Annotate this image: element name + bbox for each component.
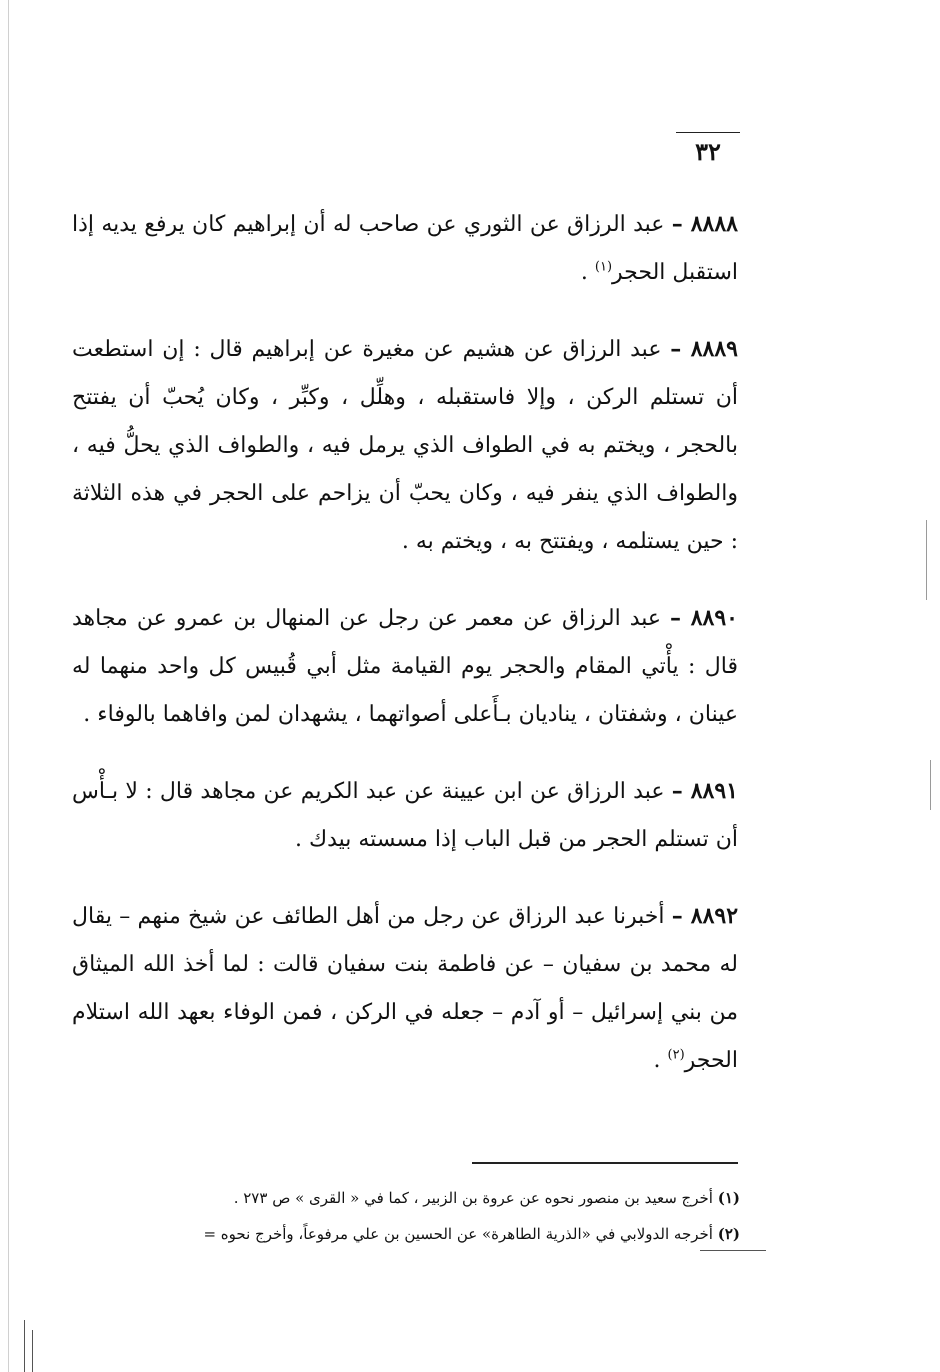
- hadith-number: ٨٨٩١ –: [671, 778, 738, 804]
- hadith-text: عبد الرزاق عن الثوري عن صاحب له أن إبراهيم كان يرفع يديه إذا استقبل الحجر: [72, 212, 738, 285]
- footnote: [60, 1216, 740, 1252]
- scan-edge-line: [926, 520, 927, 600]
- footnote-number: (١): [717, 1189, 740, 1207]
- scan-edge-line: [24, 1320, 25, 1372]
- footnote-reference[interactable]: (١): [594, 259, 613, 275]
- footnote-number: (٢): [717, 1225, 740, 1243]
- scan-edge-line: [8, 0, 9, 1372]
- hadith-paragraph: [72, 892, 738, 1085]
- hadith-paragraph: [72, 594, 738, 739]
- footnote-continuation-rule: [700, 1250, 766, 1251]
- footnote-text: أخرج سعيد بن منصور نحوه عن عروة بن الزبير ، كما في « القرى » ص ٢٧٣ .: [233, 1189, 718, 1207]
- main-text: [72, 200, 738, 1113]
- hadith-text-tail: .: [653, 1048, 668, 1073]
- hadith-paragraph: [72, 200, 738, 297]
- hadith-number: ٨٨٨٨ –: [671, 211, 738, 237]
- hadith-text: أخبرنا عبد الرزاق عن رجل من أهل الطائف عن شيخ منهم – يقال له محمد بن سفيان – عن فاطمة بنت سفيان قالت : لما أخذ الله الميثاق من بني إسرائيل – أو آدم – جعله في الركن ، فمن الوفاء بعهد الله استلام الحجر: [72, 904, 738, 1073]
- scan-edge-line: [930, 760, 931, 810]
- footnotes: [60, 1180, 740, 1252]
- hadith-paragraph: [72, 767, 738, 864]
- footnote-text: أخرجه الدولابي في «الذرية الطاهرة» عن الحسين بن علي مرفوعاً، وأخرج نحوه =: [203, 1225, 718, 1243]
- footnote-reference[interactable]: (٢): [667, 1047, 685, 1063]
- hadith-text: عبد الرزاق عن ابن عيينة عن عبد الكريم عن مجاهد قال : لا بـأْس أن تستلم الحجر من قبل الباب إذا مسسته بيدك .: [72, 779, 738, 852]
- hadith-number: ٨٨٩٢ –: [671, 903, 739, 929]
- hadith-text: عبد الرزاق عن هشيم عن مغيرة عن إبراهيم قال : إن استطعت أن تستلم الركن ، وإلا فاستقبله ، وهلِّل ، وكبِّر ، وكان يُحبّ أن يفتتح بالحجر ، ويختم به في الطواف الذي يرمل فيه ، والطواف الذي يحلُّ فيه ، والطواف الذي ينفر فيه ، وكان يحبّ أن يزاحم على الحجر في هذه الثلاثة : حين يستلمه ، ويفتتح به ، ويختم به .: [72, 337, 738, 554]
- hadith-text-tail: .: [580, 260, 595, 285]
- footnote: [60, 1180, 740, 1216]
- scan-edge-line: [32, 1330, 33, 1372]
- hadith-paragraph: [72, 325, 738, 566]
- hadith-text: عبد الرزاق عن معمر عن رجل عن المنهال بن عمرو عن مجاهد قال : يأْتي المقام والحجر يوم القيامة مثل أبي قُبيس كل واحد منهما له عينان ، وشفتان ، ينادیان بـأَعلى أصواتهما ، يشهدان لمن وافاهما بالوفاء .: [72, 606, 738, 727]
- hadith-number: ٨٨٩٠ –: [670, 605, 738, 631]
- footnote-separator: [472, 1162, 738, 1164]
- page-number: ٣٢: [676, 132, 740, 166]
- hadith-number: ٨٨٨٩ –: [670, 336, 738, 362]
